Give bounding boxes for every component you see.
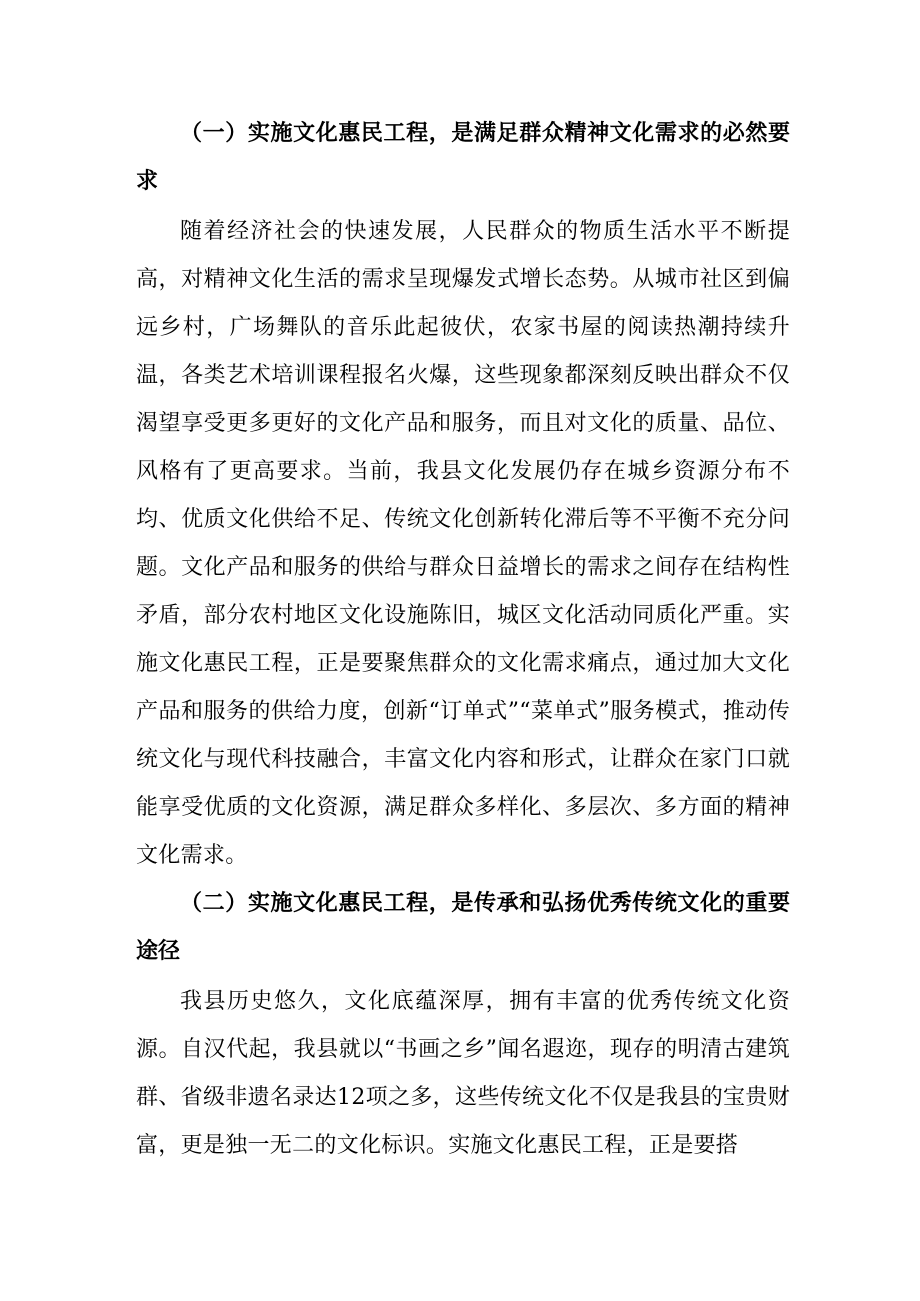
section-2-paragraph: 我县历史悠久，文化底蕴深厚，拥有丰富的优秀传统文化资源。自汉代起，我县就以“书画之乡”闻名遐迩，现存的明清古建筑群、省级非遗名录达12项之多，这些传统文化不仅是我县的宝贵财富，更是独一无二的文化标识。实施文化惠民工程，正是要搭 <box>136 989 790 1158</box>
section-1-paragraph: 随着经济社会的快速发展，人民群众的物质生活水平不断提高，对精神文化生活的需求呈现爆发式增长态势。从城市社区到偏远乡村，广场舞队的音乐此起彼伏，农家书屋的阅读热潮持续升温，各类艺术培训课程报名火爆，这些现象都深刻反映出群众不仅渴望享受更多更好的文化产品和服务，而且对文化的质量、品位、风格有了更高要求。当前，我县文化发展仍存在城乡资源分布不均、优质文化供给不足、传统文化创新转化滞后等不平衡不充分问题。文化产品和服务的供给与群众日益增长的需求之间存在结构性矛盾，部分农村地区文化设施陈旧，城区文化活动同质化严重。实施文化惠民工程，正是要聚焦群众的文化需求痛点，通过加大文化产品和服务的供给力度，创新“订单式”“菜单式”服务模式，推动传统文化与现代科技融合，丰富文化内容和形式，让群众在家门口就能享受优质的文化资源，满足群众多样化、多层次、多方面的精神文化需求。 <box>136 219 790 868</box>
document-page <box>136 110 790 1170</box>
section-1-heading: （一）实施文化惠民工程，是满足群众精神文化需求的必然要求 <box>136 121 790 194</box>
section-2-heading: （二）实施文化惠民工程，是传承和弘扬优秀传统文化的重要途径 <box>136 891 790 964</box>
